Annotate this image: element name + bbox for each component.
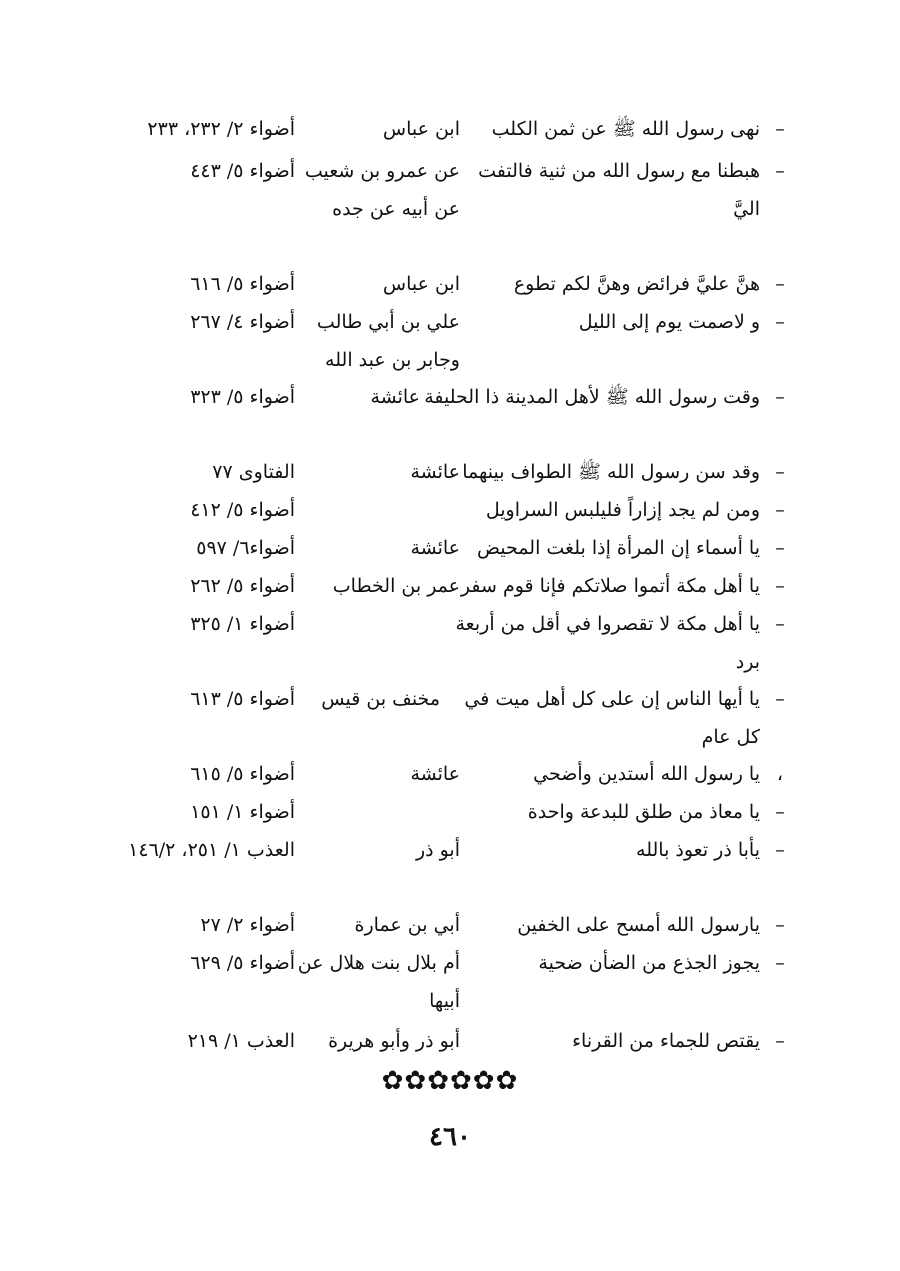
hadith-text: يا أهل مكة لا تقصروا في أقل من أربعة برد: [455, 613, 760, 673]
narrator: عائشة: [410, 763, 460, 785]
narrator: أبي بن عمارة: [354, 914, 460, 936]
entry-bullet: –: [775, 613, 785, 635]
index-entry: [100, 152, 800, 228]
index-entry: [100, 567, 800, 605]
entry-bullet: –: [775, 499, 785, 521]
source-ref: أضواء ٥/ ٢٦٢: [190, 575, 295, 597]
source-ref: أضواء٦/ ٥٩٧: [196, 537, 295, 559]
index-entry: [100, 680, 800, 756]
source-ref: العذب ١/ ٢١٩: [187, 1030, 295, 1052]
index-entry: [100, 491, 800, 529]
entry-bullet: –: [775, 537, 785, 559]
index-entry: [100, 110, 800, 148]
hadith-text: هنَّ عليَّ فرائض وهنَّ لكم تطوع: [513, 273, 760, 295]
entry-bullet: –: [775, 311, 785, 333]
source-ref: العذب ١/ ٢٥١، ١٤٦/٢: [128, 839, 295, 861]
entry-bullet: –: [775, 386, 785, 408]
index-entry: [100, 1022, 800, 1060]
index-entry: [100, 944, 800, 1020]
entry-bullet: –: [775, 461, 785, 483]
narrator: عائشة: [370, 386, 420, 408]
index-entry: [100, 303, 800, 379]
entry-bullet: –: [775, 273, 785, 295]
hadith-text: ومن لم يجد إزاراً فليلبس السراويل: [485, 499, 760, 521]
index-entry: [100, 265, 800, 303]
source-ref: أضواء ٥/ ٣٢٣: [190, 386, 295, 408]
entry-bullet: –: [775, 688, 785, 710]
hadith-text: يا أهل مكة أتموا صلاتكم فإنا قوم سفر: [460, 575, 760, 597]
entry-bullet: –: [775, 914, 785, 936]
hadith-text: هبطنا مع رسول الله من ثنية فالتفت اليَّ: [478, 160, 760, 220]
hadith-text: يأبا ذر تعوذ بالله: [636, 839, 760, 861]
page-number: ٤٦٠: [429, 1122, 471, 1152]
narrator: ابن عباس: [382, 118, 460, 140]
hadith-text: يا معاذ من طلق للبدعة واحدة: [527, 801, 760, 823]
source-ref: أضواء ٢/ ٢٧: [200, 914, 295, 936]
narrator: أبو ذر وأبو هريرة: [328, 1030, 460, 1052]
source-ref: أضواء ٥/ ٤٤٣: [190, 160, 295, 182]
index-entry: [100, 378, 800, 416]
source-ref: أضواء ٥/ ٤١٢: [190, 499, 295, 521]
hadith-text: يا أسماء إن المرأة إذا بلغت المحيض: [477, 537, 760, 559]
hadith-text: يارسول الله أمسح على الخفين: [517, 914, 760, 936]
narrator: أبو ذر: [415, 839, 460, 861]
source-ref: أضواء ٥/ ٦١٣: [190, 688, 295, 710]
narrator: [295, 605, 430, 681]
ornament-divider: ✿✿✿✿✿✿: [381, 1066, 519, 1096]
narrator: [295, 793, 460, 831]
narrator: أم بلال بنت هلال عن أبيها: [297, 952, 460, 1012]
hadith-text: نهى رسول الله ﷺ عن ثمن الكلب: [491, 118, 760, 140]
index-entry: [100, 793, 800, 831]
hadith-text: وقد سن رسول الله ﷺ الطواف بينهما: [462, 461, 760, 483]
entry-bullet: –: [775, 575, 785, 597]
hadith-text: و لاصمت يوم إلى الليل: [578, 311, 760, 333]
narrator: مخنف بن قيس: [321, 688, 440, 710]
entry-bullet: –: [775, 1030, 785, 1052]
source-ref: الفتاوى ٧٧: [212, 461, 295, 483]
source-ref: أضواء ٥/ ٦٢٩: [190, 952, 295, 974]
narrator: [295, 491, 460, 529]
source-ref: أضواء ١/ ١٥١: [190, 801, 295, 823]
entry-bullet: –: [775, 118, 785, 140]
hadith-text: وقت رسول الله ﷺ لأهل المدينة ذا الحليفة: [424, 386, 760, 408]
source-ref: أضواء ٥/ ٦١٥: [190, 763, 295, 785]
entry-bullet: –: [775, 160, 785, 182]
source-ref: أضواء ٤/ ٢٦٧: [190, 311, 295, 333]
index-entry: [100, 529, 800, 567]
narrator: علي بن أبي طالب وجابر بن عبد الله: [316, 311, 460, 371]
source-ref: أضواء ٥/ ٦١٦: [190, 273, 295, 295]
hadith-text: يقتص للجماء من القرناء: [572, 1030, 760, 1052]
narrator: عائشة: [410, 461, 460, 483]
hadith-text: يجوز الجذع من الضأن ضحية: [538, 952, 760, 974]
source-ref: أضواء ٢/ ٢٣٢، ٢٣٣: [147, 118, 295, 140]
entry-bullet: –: [775, 801, 785, 823]
entry-bullet: –: [775, 839, 785, 861]
index-entry: [100, 605, 800, 681]
index-entry: [125, 831, 800, 869]
index-entry: [100, 453, 800, 491]
entry-bullet: ،: [776, 763, 784, 785]
narrator: ابن عباس: [382, 273, 460, 295]
hadith-text: يا رسول الله أستدين وأضحي: [533, 763, 760, 785]
index-entry: [100, 906, 800, 944]
hadith-text: يا أيها الناس إن على كل أهل ميت في كل عام: [464, 688, 760, 748]
narrator: عمر بن الخطاب: [332, 575, 460, 597]
narrator: عائشة: [410, 537, 460, 559]
index-entry: [100, 755, 800, 793]
entry-bullet: –: [775, 952, 785, 974]
source-ref: أضواء ١/ ٣٢٥: [190, 613, 295, 635]
narrator: عن عمرو بن شعيب عن أبيه عن جده: [304, 160, 460, 220]
